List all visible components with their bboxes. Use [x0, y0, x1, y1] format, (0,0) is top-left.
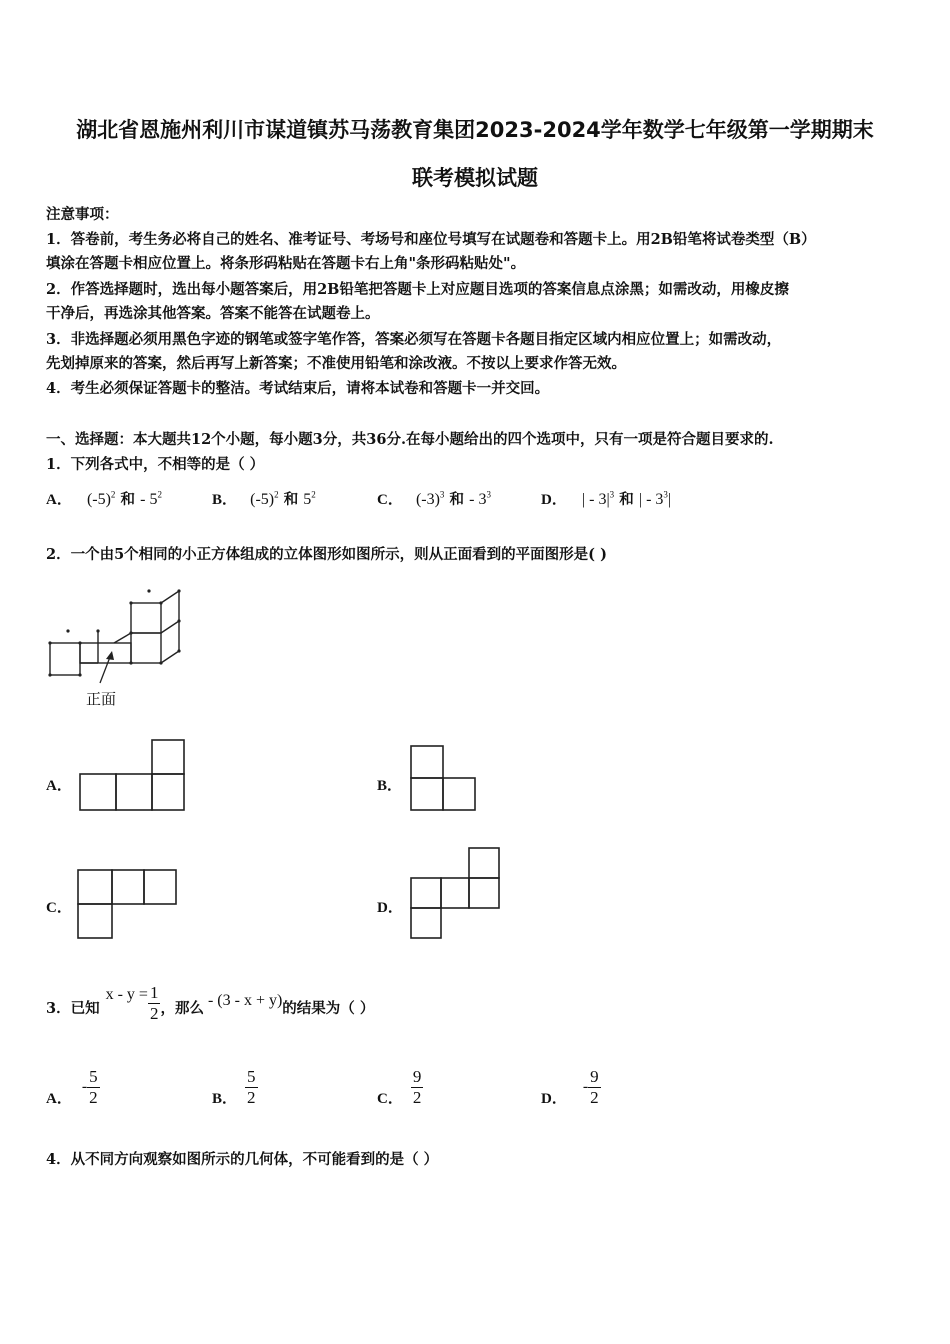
abs-bar: |	[667, 491, 672, 508]
q2-option-d-label[interactable]: D．	[377, 900, 403, 916]
q2-option-c-figure[interactable]	[74, 866, 182, 942]
denominator: 2	[89, 1087, 98, 1107]
expr-left: (-5)	[86, 491, 111, 508]
q1-option-b[interactable]	[212, 488, 316, 509]
expr-left: (-3)	[415, 491, 440, 508]
q2-option-a-label[interactable]: A．	[46, 778, 72, 794]
expr-right: 5	[303, 491, 312, 508]
q3-suffix: 的结果为（ ）	[282, 999, 375, 1017]
q3-prefix: 3．已知	[46, 999, 100, 1017]
denominator: 2	[590, 1087, 599, 1107]
option-label: A．	[46, 1090, 72, 1107]
q3-option-d[interactable]	[541, 1062, 601, 1112]
option-label: D．	[541, 492, 567, 508]
q3-middle: ，那么	[160, 999, 204, 1017]
question-1-stem: 1．下列各式中，不相等的是（ ）	[46, 456, 265, 473]
q3-condition: x - y =	[105, 986, 148, 1003]
and-word: 和	[449, 491, 465, 508]
q2-option-a-figure[interactable]	[76, 736, 188, 814]
notice-line: 3．非选择题必须用黑色字迹的钢笔或签字笔作答，答案必须写在答题卡各题目指定区域内相应位置上；如需改动，	[46, 331, 782, 348]
q2-option-d-figure[interactable]	[405, 842, 505, 942]
notice-heading: 注意事项：	[46, 206, 119, 223]
exponent: 2	[311, 489, 316, 500]
numerator: 9	[590, 1066, 599, 1086]
notice-line: 4．考生必须保证答题卡的整洁。考试结束后，请将本试卷和答题卡一并交回。	[46, 380, 550, 397]
front-view-label: 正面	[86, 690, 117, 708]
q3-option-c[interactable]	[377, 1062, 423, 1112]
exponent: 2	[110, 489, 116, 500]
notice-line: 2．作答选择题时，选出每小题答案后，用2B铅笔把答题卡上对应题目选项的答案信息点涂黑；如需改动，用橡皮擦	[46, 281, 789, 298]
option-fraction	[87, 1067, 100, 1108]
q2-option-c-label[interactable]: C．	[46, 900, 72, 916]
q1-option-c[interactable]	[377, 488, 491, 509]
denominator: 2	[412, 1087, 422, 1107]
numerator: 1	[149, 982, 159, 1002]
section-heading: 一、选择题：本大题共12个小题，每小题3分，共36分.在每小题给出的四个选项中，只有一项是符合题目要求的.	[46, 431, 774, 448]
option-label: B．	[212, 492, 238, 508]
expr-right: - 3	[469, 491, 487, 508]
expr-right: | - 3	[638, 491, 664, 508]
denominator: 2	[247, 1087, 256, 1107]
question-3-stem	[46, 982, 374, 1032]
numerator: 5	[89, 1066, 98, 1086]
q2-option-b-label[interactable]: B．	[377, 778, 403, 794]
exponent: 2	[274, 489, 279, 500]
exponent: 3	[663, 489, 668, 500]
q2-option-b-figure[interactable]	[405, 740, 481, 816]
numerator: 9	[412, 1066, 422, 1086]
page-title-line1: 湖北省恩施州利川市谋道镇苏马荡教育集团2023-2024学年数学七年级第一学期期末	[76, 118, 874, 142]
notice-line: 先划掉原来的答案，然后再写上新答案；不准使用铅笔和涂改液。不按以上要求作答无效。	[46, 355, 626, 372]
and-word: 和	[120, 491, 136, 508]
question-4-stem: 4．从不同方向观察如图所示的几何体，不可能看到的是（ ）	[46, 1151, 439, 1168]
q1-option-a[interactable]	[46, 488, 162, 509]
denominator: 2	[149, 1003, 159, 1023]
option-fraction	[411, 1067, 424, 1108]
page-title-line2: 联考模拟试题	[412, 166, 538, 190]
q1-option-d[interactable]	[541, 488, 671, 509]
q3-option-a[interactable]	[46, 1062, 100, 1112]
expr-left: | - 3|	[581, 491, 610, 508]
numerator: 5	[247, 1066, 256, 1086]
notice-line: 干净后，再选涂其他答案。答案不能答在试题卷上。	[46, 305, 380, 322]
q3-expression: - (3 - x + y)	[207, 992, 283, 1009]
and-word: 和	[619, 491, 634, 508]
sign: -	[81, 1078, 88, 1095]
sign: -	[582, 1078, 589, 1095]
notice-line: 填涂在答题卡相应位置上。将条形码粘贴在答题卡右上角"条形码粘贴处"。	[46, 255, 526, 272]
option-label: C．	[377, 492, 403, 508]
expr-left: (-5)	[250, 491, 275, 508]
exponent: 3	[609, 489, 615, 500]
exponent: 3	[439, 489, 445, 500]
option-fraction	[588, 1067, 601, 1108]
and-word: 和	[283, 491, 299, 508]
q3-condition-fraction	[148, 983, 161, 1024]
notice-line: 1．答卷前，考生务必将自己的姓名、准考证号、考场号和座位号填写在试题卷和答题卡上。用2B铅笔将试卷类型（B）	[46, 231, 816, 248]
expr-right: - 5	[140, 491, 158, 508]
option-label: B．	[212, 1090, 238, 1107]
option-label: C．	[377, 1090, 403, 1107]
option-label: D．	[541, 1090, 567, 1107]
question-2-stem: 2．一个由5个相同的小正方体组成的立体图形如图所示，则从正面看到的平面图形是( )	[46, 546, 607, 563]
option-fraction	[245, 1067, 258, 1108]
q3-option-b[interactable]	[212, 1062, 258, 1112]
exponent: 2	[157, 489, 162, 500]
option-label: A．	[46, 492, 72, 508]
exponent: 3	[486, 489, 491, 500]
